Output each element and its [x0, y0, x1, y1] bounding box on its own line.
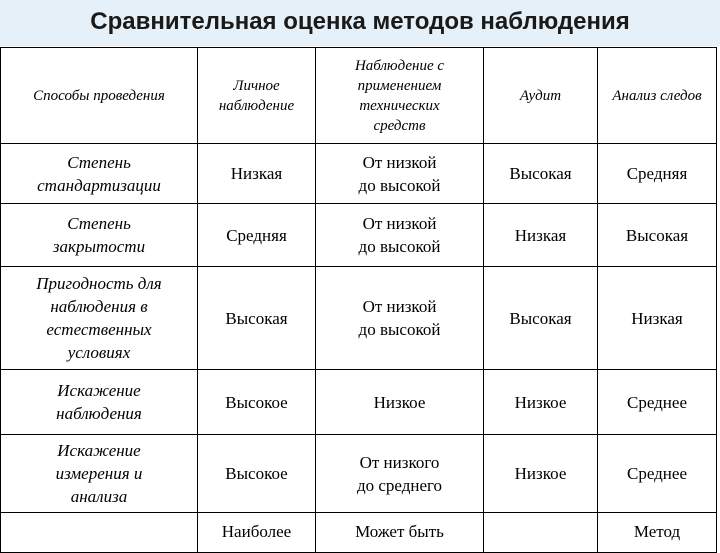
header-personal-observation	[198, 48, 316, 144]
table-row	[1, 267, 717, 370]
header-audit	[484, 48, 598, 144]
cell-text: От низкой до высокой	[358, 297, 441, 339]
table-cell	[198, 144, 316, 204]
header-methods	[1, 48, 198, 144]
table-cell	[484, 144, 598, 204]
cell-text: Низкое	[514, 392, 567, 412]
header-personal-observation-label: Личное наблюдение	[218, 77, 295, 114]
table-header-row	[1, 48, 717, 144]
row-label-text: Пригодность для наблюдения в естественных условиях	[36, 274, 162, 362]
cell-text: Метод	[633, 522, 681, 541]
cell-text: Высокое	[225, 392, 288, 412]
table-cell	[484, 513, 598, 553]
table-cell	[484, 370, 598, 435]
cell-text: Может быть	[355, 522, 444, 541]
table-cell	[598, 144, 717, 204]
table-cell	[198, 204, 316, 267]
cell-text: Низкое	[514, 464, 567, 483]
table-cell	[198, 370, 316, 435]
cell-text: Наиболее	[221, 522, 292, 541]
cell-text: Высокая	[509, 164, 572, 183]
table-cell	[598, 435, 717, 513]
table-cell	[316, 267, 484, 370]
table-cell	[198, 267, 316, 370]
header-trace-analysis	[598, 48, 717, 144]
row-label-text: Искажение измерения и анализа	[55, 441, 143, 506]
row-label-text: Степень стандартизации	[37, 152, 161, 195]
cell-text: Средняя	[226, 225, 287, 245]
cell-text: Низкое	[373, 392, 426, 412]
cell-text: Высокое	[225, 464, 288, 483]
header-technical-observation-label: Наблюдение с применением технических средств	[354, 57, 445, 134]
table-cell	[598, 513, 717, 553]
table-cell	[198, 435, 316, 513]
table-cell	[316, 144, 484, 204]
row-label-text: Степень закрытости	[52, 214, 146, 256]
header-technical-observation	[316, 48, 484, 144]
cell-text: От низкого до среднего	[356, 452, 443, 495]
table-cell	[598, 370, 717, 435]
cell-text: От низкой до высокой	[358, 152, 441, 195]
cell-text: Высокая	[625, 225, 689, 245]
cell-text: От низкой до высокой	[358, 214, 441, 256]
row-label	[1, 370, 198, 435]
cell-text: Высокая	[225, 308, 288, 328]
table-cell	[484, 204, 598, 267]
header-methods-label: Способы проведения	[33, 87, 165, 104]
table-cell	[316, 435, 484, 513]
cell-text: Низкая	[631, 308, 683, 328]
table-cell	[198, 513, 316, 553]
table-cell	[598, 204, 717, 267]
table-row	[1, 204, 717, 267]
page-title: Сравнительная оценка методов наблюдения	[90, 8, 630, 35]
row-label	[1, 513, 198, 553]
table-cell	[316, 204, 484, 267]
table-cell	[316, 370, 484, 435]
row-label	[1, 144, 198, 204]
comparison-table	[0, 47, 717, 553]
table-row	[1, 144, 717, 204]
header-trace-analysis-label: Анализ следов	[612, 87, 702, 104]
row-label	[1, 267, 198, 370]
row-label	[1, 204, 198, 267]
cell-text: Среднее	[627, 464, 687, 483]
table-cell	[484, 267, 598, 370]
table-cell	[484, 435, 598, 513]
cell-text: Среднее	[627, 392, 687, 412]
table-row	[1, 513, 717, 553]
cell-text: Средняя	[626, 164, 688, 183]
cell-text: Низкая	[514, 225, 567, 245]
table-cell	[316, 513, 484, 553]
table-cell	[598, 267, 717, 370]
cell-text: Высокая	[509, 308, 572, 328]
header-audit-label: Аудит	[519, 87, 562, 104]
table-row	[1, 435, 717, 513]
table-row	[1, 370, 717, 435]
row-label-text: Искажение наблюдения	[56, 381, 142, 423]
cell-text: Низкая	[230, 164, 283, 183]
row-label	[1, 435, 198, 513]
